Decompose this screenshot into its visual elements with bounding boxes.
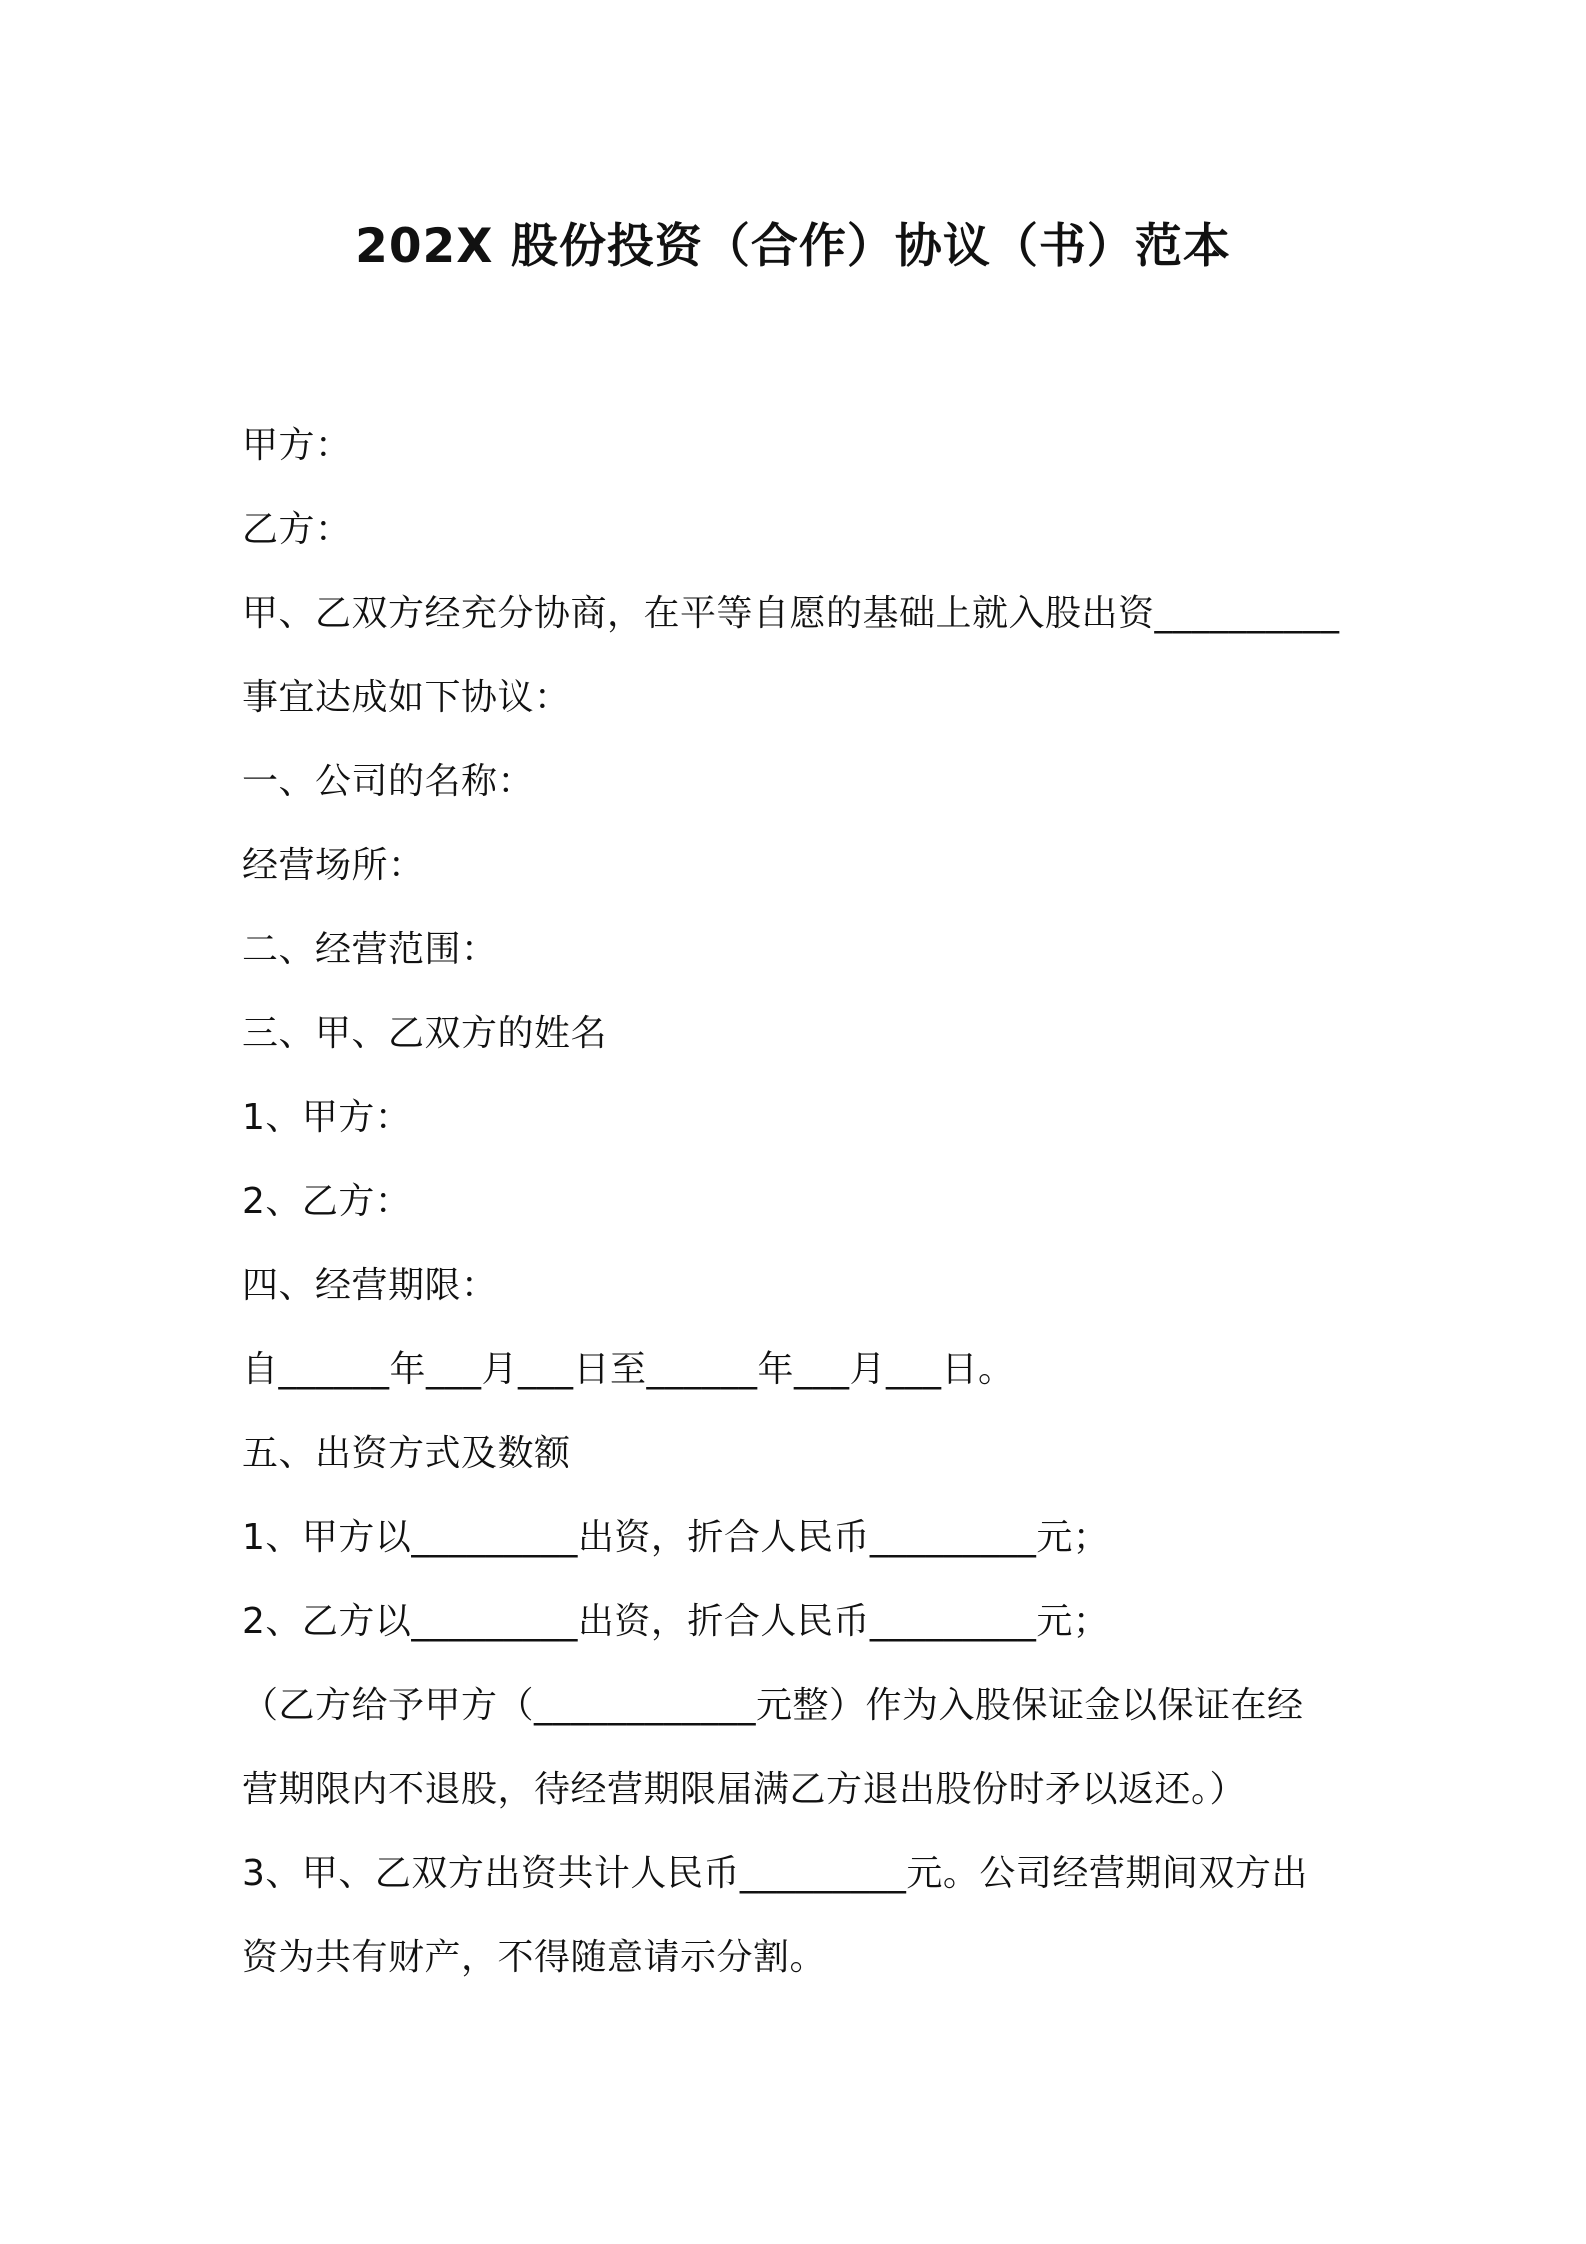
party-b-line: 乙方： <box>242 509 352 550</box>
party-b-name-line: 2、乙方： <box>242 1181 412 1222</box>
section-4-term: 四、经营期限： <box>242 1265 498 1306</box>
total-contribution-line-1: 3、甲、乙双方出资共计人民币_________元。公司经营期间双方出 <box>242 1853 1308 1894</box>
deposit-line-2: 营期限内不退股，待经营期限届满乙方退出股份时矛以返还。） <box>242 1769 1247 1810</box>
section-1-company-name: 一、公司的名称： <box>242 761 535 802</box>
business-place-line: 经营场所： <box>242 845 425 886</box>
party-a-name-line: 1、甲方： <box>242 1097 412 1138</box>
party-b-contribution-line: 2、乙方以_________出资，折合人民币_________元； <box>242 1601 1110 1642</box>
party-a-line: 甲方： <box>242 425 352 466</box>
intro-line-1: 甲、乙双方经充分协商，在平等自愿的基础上就入股出资__________ <box>242 593 1340 634</box>
term-dates-line: 自______年___月___日至______年___月___日。 <box>242 1349 1015 1390</box>
document-title: 202X 股份投资（合作）协议（书）范本 <box>355 219 1231 274</box>
document-body <box>242 404 1352 2000</box>
party-a-contribution-line: 1、甲方以_________出资，折合人民币_________元； <box>242 1517 1110 1558</box>
intro-line-2: 事宜达成如下协议： <box>242 677 571 718</box>
section-5-contribution: 五、出资方式及数额 <box>242 1433 571 1474</box>
section-2-business-scope: 二、经营范围： <box>242 929 498 970</box>
section-3-party-names: 三、甲、乙双方的姓名 <box>242 1013 608 1054</box>
deposit-line-1: （乙方给予甲方（____________元整）作为入股保证金以保证在经 <box>242 1685 1304 1726</box>
total-contribution-line-2: 资为共有财产，不得随意请示分割。 <box>242 1937 827 1978</box>
